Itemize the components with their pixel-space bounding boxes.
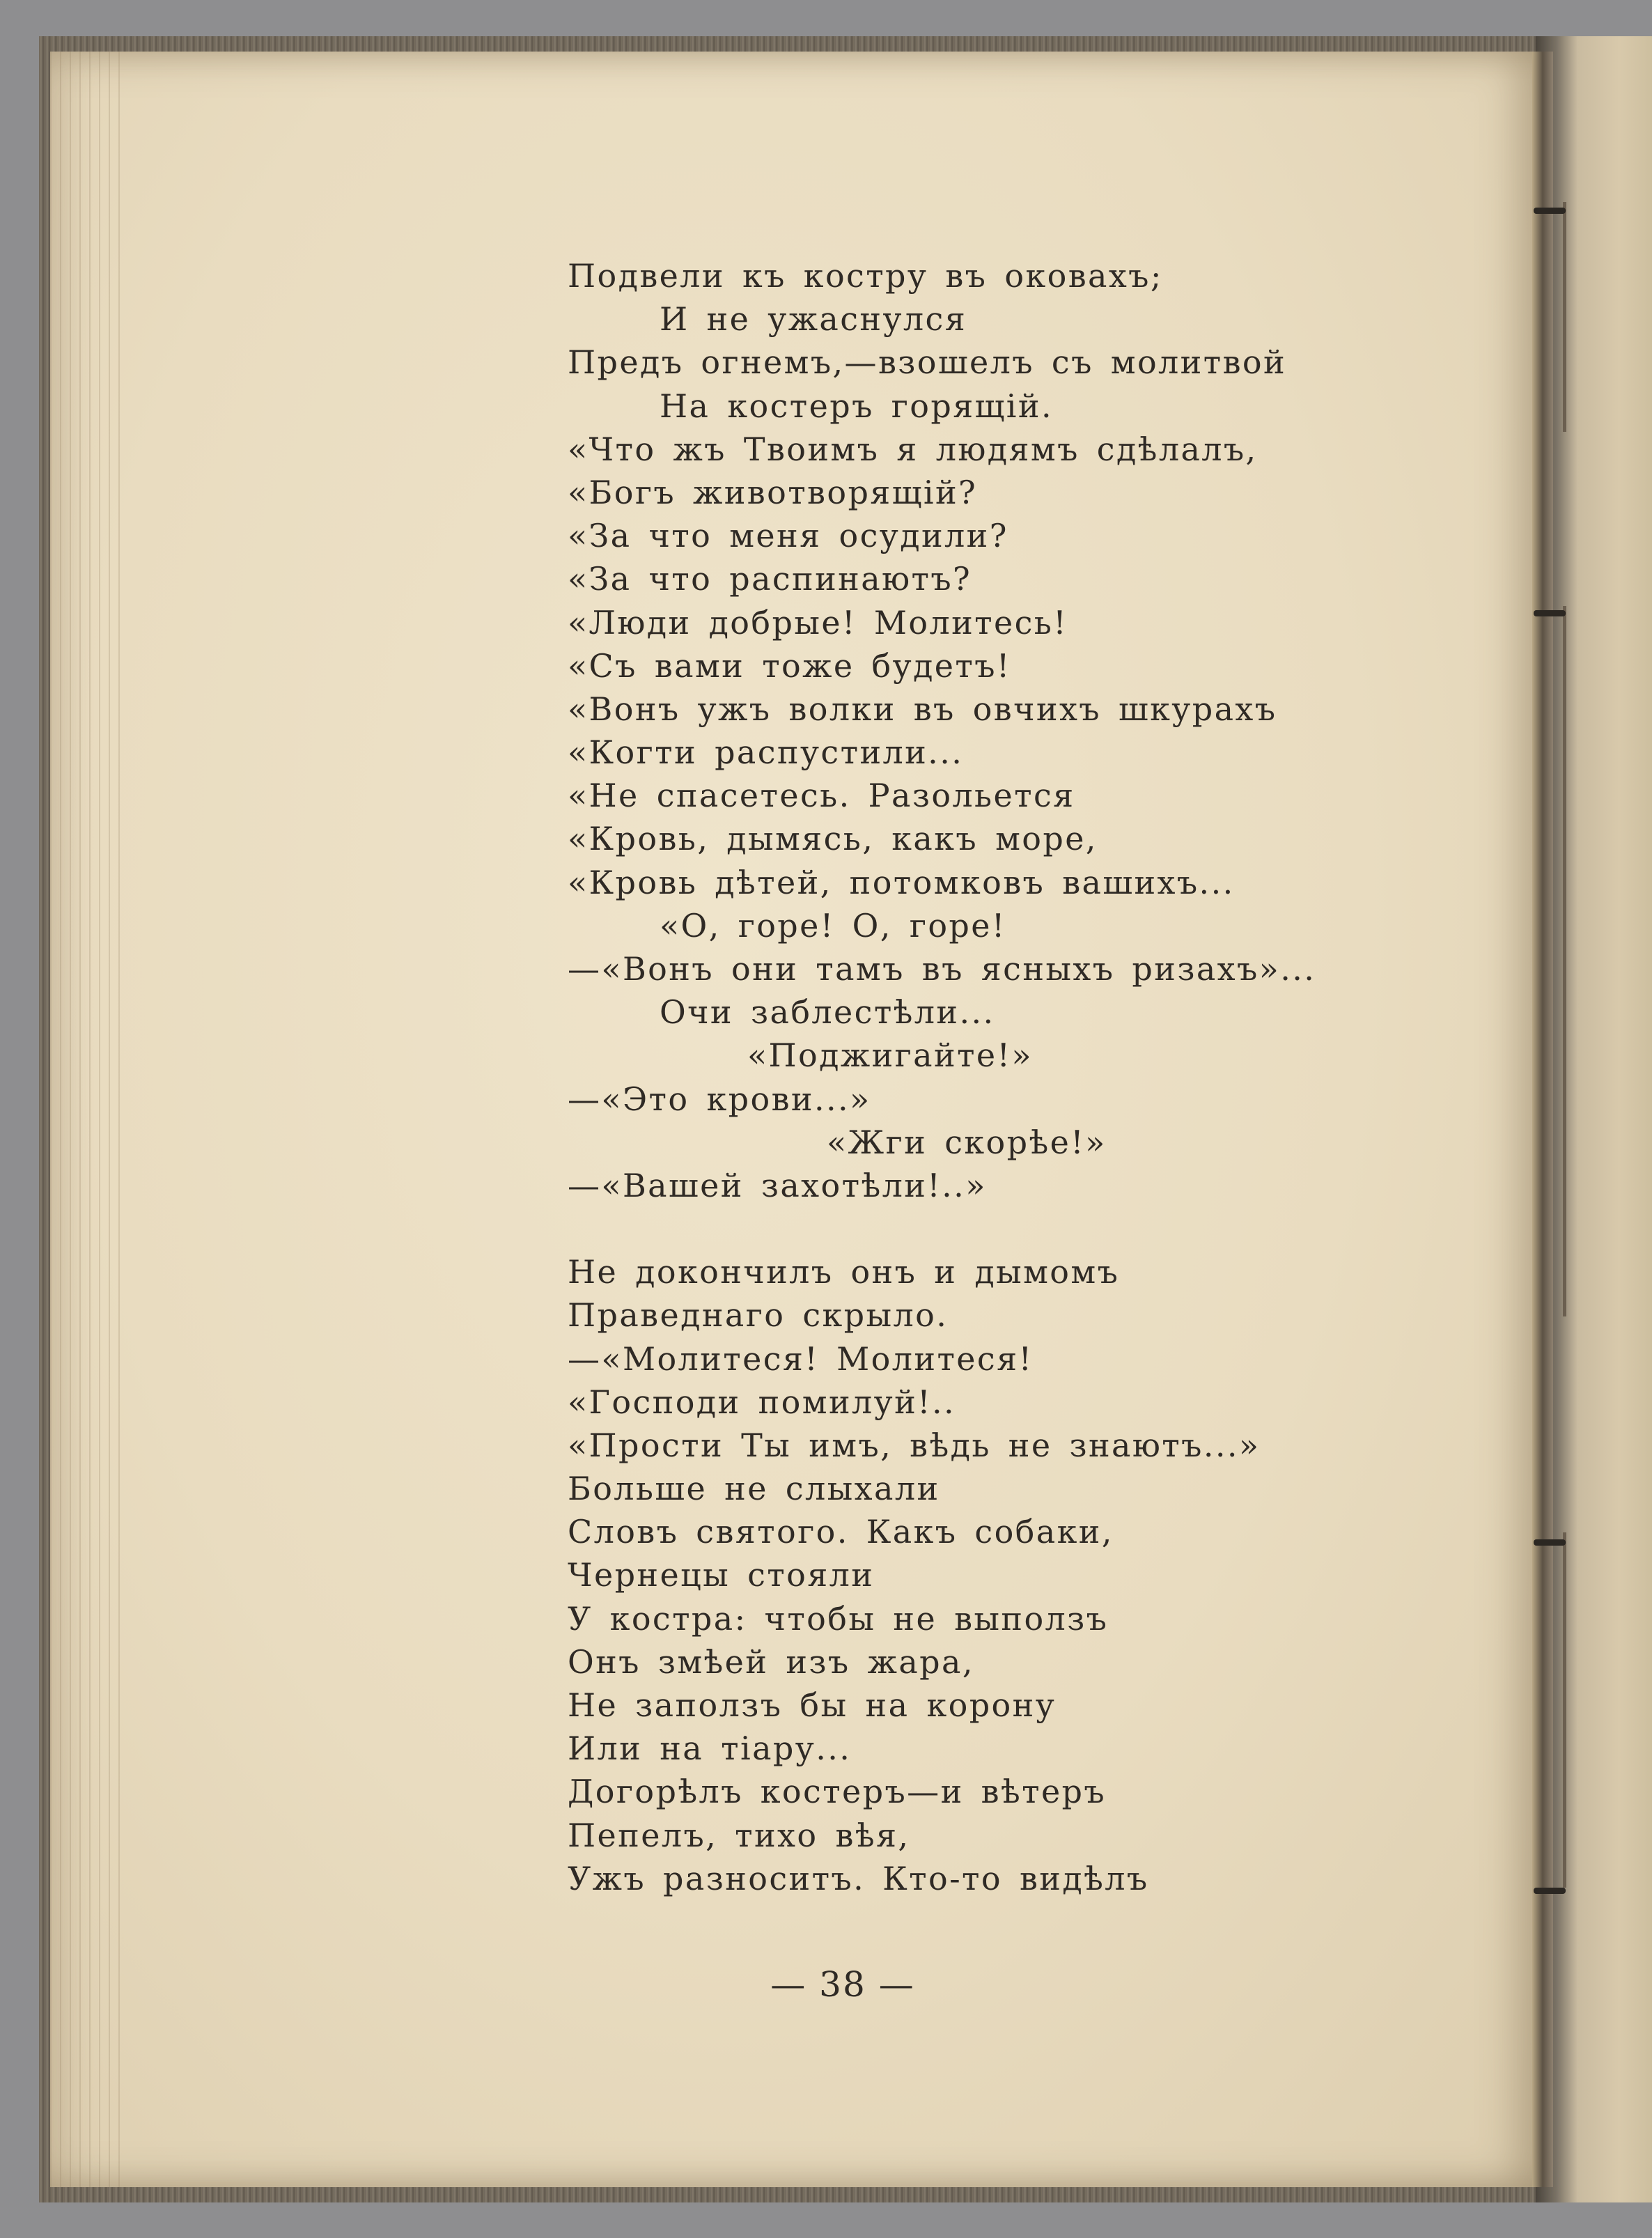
poem-stanza-2	[568, 1250, 1487, 1900]
binding-stitch	[1534, 1888, 1566, 1894]
verse-line: Догорѣлъ костеръ—и вѣтеръ	[568, 1773, 1107, 1811]
verse-line: «За что распинаютъ?	[568, 560, 972, 598]
binding-gutter	[1532, 52, 1553, 2187]
page-number: — 38 —	[770, 1964, 915, 2005]
binding-thread	[1563, 202, 1566, 432]
verse-line: Онъ змѣей изъ жара,	[568, 1642, 974, 1681]
verse-line: Словъ святого. Какъ собаки,	[568, 1513, 1114, 1551]
verse-line: Больше не слыхали	[568, 1470, 940, 1508]
binding-thread	[1563, 606, 1566, 1316]
verse-line: «Когти распустили...	[568, 733, 964, 772]
verse-line: «За что меня осудили?	[568, 517, 1008, 555]
binding-stitch	[1534, 1539, 1566, 1546]
verse-line: —«Вашей захотѣли!..»	[568, 1166, 987, 1204]
poem-stanza-1	[568, 254, 1487, 1207]
verse-line: «Кровь дѣтей, потомковъ вашихъ...	[568, 863, 1235, 901]
facing-page-edge	[1536, 36, 1652, 2202]
poem-text	[568, 254, 1487, 1900]
verse-line: —«Это крови...»	[568, 1080, 871, 1118]
verse-line: «Люди добрые! Молитесь!	[568, 603, 1068, 642]
verse-line: «Вонъ ужъ волки въ овчихъ шкурахъ	[568, 690, 1277, 728]
verse-line: Ужъ разноситъ. Кто-то видѣлъ	[568, 1859, 1149, 1897]
verse-line: —«Вонъ они тамъ въ ясныхъ ризахъ»...	[568, 950, 1316, 988]
verse-line: «О, горе! О, горе!	[660, 906, 1006, 945]
verse-line: —«Молитеся! Молитеся!	[568, 1339, 1034, 1378]
verse-line: «Что жъ Твоимъ я людямъ сдѣлалъ,	[568, 430, 1258, 468]
verse-line: «Жги скорѣе!»	[827, 1123, 1107, 1161]
verse-line: У костра: чтобы не выползъ	[568, 1599, 1109, 1638]
binding-stitch	[1534, 208, 1566, 214]
verse-line: И не ужаснулся	[660, 300, 967, 339]
stanza-break	[568, 1207, 1487, 1250]
verse-line: Очи заблестѣли...	[660, 993, 995, 1032]
binding-thread	[1563, 1532, 1566, 1888]
verse-line: Не заползъ бы на корону	[568, 1686, 1057, 1724]
verse-line: «Господи помилуй!..	[568, 1383, 956, 1421]
verse-line: «Съ вами тоже будетъ!	[568, 646, 1011, 685]
binding-stitch	[1534, 610, 1566, 616]
page-stack-edges	[50, 52, 127, 2187]
verse-line: «Не спасетесь. Разольется	[568, 777, 1075, 815]
verse-line: Чернецы стояли	[568, 1556, 875, 1594]
verse-line: Подвели къ костру въ оковахъ;	[568, 257, 1163, 295]
verse-line: Не докончилъ онъ и дымомъ	[568, 1253, 1120, 1291]
verse-line: Предъ огнемъ,—взошелъ съ молитвой	[568, 343, 1287, 382]
verse-line: «Богъ животворящій?	[568, 473, 978, 511]
verse-line: «Поджигайте!»	[747, 1036, 1033, 1075]
verse-line: «Кровь, дымясь, какъ море,	[568, 820, 1098, 858]
verse-line: «Прости Ты имъ, вѣдь не знаютъ...»	[568, 1426, 1261, 1464]
verse-line: Пепелъ, тихо вѣя,	[568, 1816, 910, 1854]
verse-line: Или на тіару...	[568, 1730, 852, 1768]
verse-line: Праведнаго скрыло.	[568, 1296, 949, 1335]
verse-line: На костеръ горящій.	[660, 387, 1053, 425]
